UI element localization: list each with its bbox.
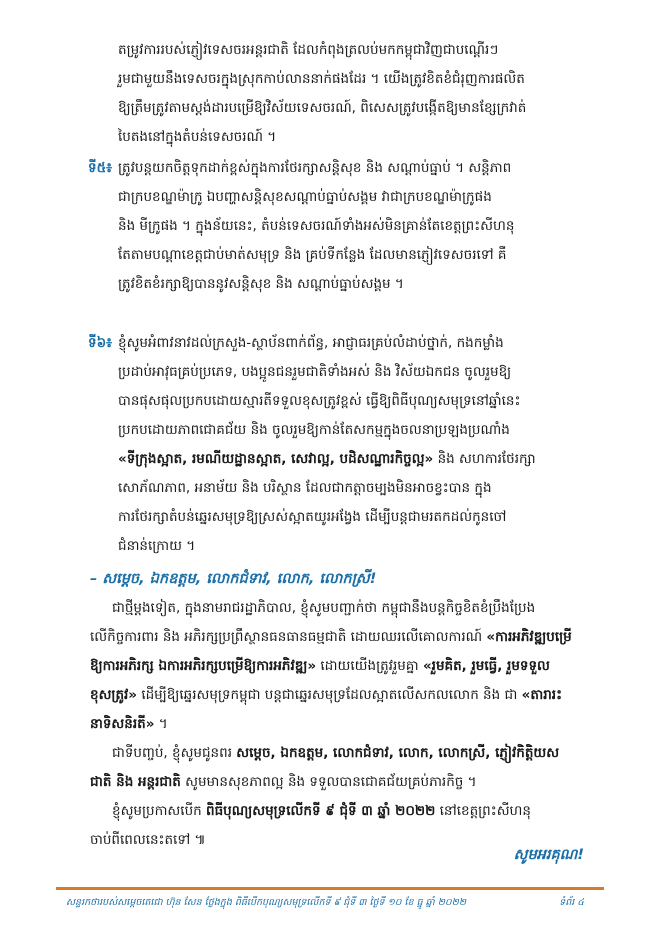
p2-bold-3: «តារារះ នាទិសនិរតី» [90, 687, 563, 732]
item-6-bold-slogan: «ទីក្រុងស្អាត, រមណីយដ្ឋានស្អាត, សេវាល្អ, បដិសណ្ឋារកិច្ចល្អ» [118, 451, 434, 467]
paragraph-4 [90, 797, 584, 855]
paragraph-3 [90, 739, 584, 797]
closing-thanks: សូមអរគុណ! [513, 847, 584, 863]
p2-text-b: ដោយយើងត្រូវរួមគ្នា [316, 658, 423, 674]
paragraph-2 [90, 594, 584, 739]
p2-text-d: ។ [154, 716, 168, 732]
p2-bold-1: «ការអភិវឌ្ឍបម្រើ ឱ្យការអភិរក្ស ឯការអភិរក្សបម្រើឱ្យការអភិវឌ្ឍ» [90, 629, 572, 674]
p2-text-a: ជាថ្មីម្តងទៀត, ក្នុងនាមរាជរដ្ឋាភិបាល, ខ្ញុំសូមបញ្ជាក់ថា កម្ពុជានឹងបន្តកិច្ចខិតខំប្រឹងប្រែង លើកិច្ចការពារ និង អភិរក្សប្រព្រឹស្ថានធនធានធម្មជាតិ ដោយឈរលើគោលការណ៍ [90, 600, 536, 645]
p3-bold: សម្តេច, ឯកឧត្តម, លោកជំទាវ, លោក, លោកស្រី, ភ្ញៀវកិត្តិយស ជាតិ និង អន្តរជាតិ [90, 745, 560, 790]
p3-text-b: សូមមានសុខភាពល្អ និង ទទួលបានជោគជ័យគ្រប់ភារកិច្ច ។ [180, 774, 477, 790]
item-5-label: ទី៥៖ [88, 160, 113, 176]
item-6-text-b: និង សហការថែរក្សា សោភ័ណភាព, អនាម័យ និង បរិស្ថាន ដែលជាកត្តាចម្បងមិនអាចខ្វះបាន ក្នុង ការថែរក្សាតំបន់ឆ្នេរសមុទ្រឱ្យស្រស់ស្អាតយូរអង្វែង ដើម្បីបន្តជាមរតកដល់កូនចៅ ជំនាន់ក្រោយ ។ [118, 451, 536, 554]
item-6-text-a: ខ្ញុំសូមអំពាវនាវដល់ក្រសួង-ស្ថាប័នពាក់ព័ន្ធ, អាជ្ញាធរគ្រប់លំដាប់ថ្នាក់, កងកម្លាំង ប្រដាប់អាវុធគ្រប់ប្រភេទ, បងប្អូនជនរួមជាតិទាំងអស់ និង វិស័យឯកជន ចូលរួមឱ្យ បានផុសផុលប្រកបដោយស្មារតីទទួលខុសត្រូវខ្ពស់ ធ្វើឱ្យពិធីបុណ្យសមុទ្រនៅឆ្នាំនេះ ប្រកបដោយភាពជោគជ័យ និង ចូលរួមឱ្យកាន់តែសកម្មក្នុងចលនាប្រឡងប្រណាំង [118, 335, 521, 438]
p4-bold: ពិធីបុណ្យសមុទ្រលើកទី ៩ ជុំទី ៣ ឆ្នាំ ២០២២ [206, 803, 436, 819]
item-5-text: ត្រូវបន្តយកចិត្តទុកដាក់ខ្ពស់ក្នុងការថែរក្សាសន្តិសុខ និង សណ្តាប់ធ្នាប់ ។ សន្តិភាព ជាក្របខណ្ឌម៉ាក្រូ ឯបញ្ហាសន្តិសុខសណ្តាប់ធ្នាប់សង្គម វាជាក្របខណ្ឌម៉ាក្រូផង និង មីក្រូផង ។ ក្នុងន័យនេះ, តំបន់ទេសចរណ៍ទាំងអស់មិនគ្រាន់តែខេត្តព្រះសីហនុ តែតាមបណ្តាខេត្តជាប់មាត់សមុទ្រ និង គ្រប់ទីកន្លែង ដែលមានភ្ញៀវទេសចរទៅ គឺ ត្រូវខិតខំរក្សាឱ្យបាននូវសន្តិសុខ និង សណ្តាប់ធ្នាប់សង្គម ។ [118, 160, 515, 292]
salutation: – សម្តេច, ឯកឧត្តម, លោកជំទាវ, លោក, លោកស្រី! [90, 571, 377, 587]
footer-caption: សន្ទរកថារបស់សម្តេចតេជោ ហ៊ុន សែន ថ្លែងក្នុង ពិធីបើកបុណ្យសមុទ្រលើកទី ៩ ជុំទី ៣ ថ្ងៃទី ១០ ខែ ធ្នូ ឆ្នាំ ២០២២ [66, 897, 467, 908]
p4-text-a: ខ្ញុំសូមប្រកាសបើក [112, 803, 207, 819]
p3-text-a: ជាទីបញ្ចប់, ខ្ញុំសូមជូនពរ [112, 745, 237, 761]
page-number: ទំព័រ ៤ [559, 897, 584, 908]
item-6-label: ទី៦៖ [88, 335, 113, 351]
p2-bold-2: «រួមគិត, រួមធ្វើ, រួមទទួល ខុសត្រូវ» [90, 658, 550, 703]
p4-text-b: នៅខេត្តព្រះសីហនុ ចាប់ពីពេលនេះតទៅ ៕ [90, 803, 531, 848]
paragraph-1: តម្រូវការរបស់ភ្ញៀវទេសចរអន្តរជាតិ ដែលកំពុងត្រលប់មកកម្ពុជាវិញជាបណ្ដើរៗ រួមជាមួយនឹងទេសចរក្នុងស្រុកកាប់លាននាក់ផងដែរ ។ យើងត្រូវខិតខំជំរុញការផលិត ឱ្យត្រឹមត្រូវតាមស្តង់ដារបម្រើឱ្យវិស័យទេសចរណ៍, ពិសេសត្រូវបង្កើតឱ្យមានខ្សែក្រវាត់ បៃតងនៅក្នុងតំបន់ទេសចរណ៍ ។ [118, 42, 527, 145]
footer-divider [56, 887, 604, 890]
item-6-text [118, 329, 584, 561]
p2-text-c: ដើម្បីឱ្យឆ្នេរសមុទ្រកម្ពុជា បន្តជាឆ្នេរសមុទ្រដែលស្អាតលើសកលលោក និង ជា [137, 687, 522, 703]
